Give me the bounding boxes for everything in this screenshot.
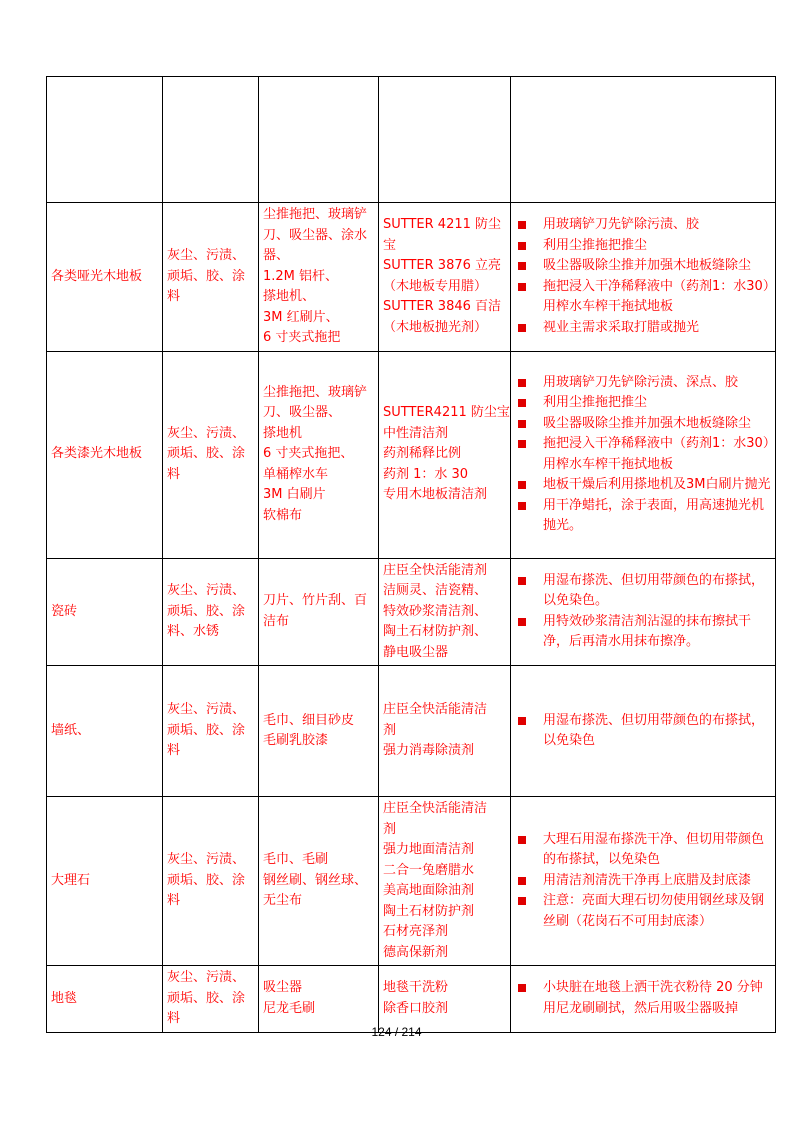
dirt-cell [163, 797, 259, 966]
dirt-line: 料 [167, 893, 181, 909]
tools-line: 吸尘器 [263, 980, 303, 996]
step-item [515, 373, 771, 394]
page-number: 124 / 214 [371, 1025, 422, 1039]
agents-line: 除香口胶剂 [383, 1000, 449, 1016]
dirt-line: 料、水锈 [167, 624, 220, 639]
surface-cell: 地毯 [47, 966, 163, 1033]
dirt-line: 顽垢、胶、涂 [167, 990, 246, 1006]
tools-line: 6 寸夹式拖把、 [263, 446, 354, 462]
cleaning-table [46, 76, 776, 1033]
agents-line: 二合一兔磨腊水 [383, 862, 475, 878]
agents-line: 专用木地板清洁剂 [383, 487, 488, 503]
step-item [515, 711, 771, 752]
step-text: 用特效砂浆清洁剂沾湿的抹布擦拭干净，后再清水用抹布擦净。 [543, 613, 752, 650]
agents-line: 宝 [383, 237, 397, 253]
agents-line: 庄臣全快活能清剂 [383, 562, 488, 578]
agents-cell [379, 351, 511, 558]
step-text: 小块脏在地毯上洒干洗衣粉待 20 分钟用尼龙刷刷拭，然后用吸尘器吸掉 [543, 980, 763, 1016]
tools-line: 搽地机、 [263, 289, 316, 304]
blank-cell [163, 77, 259, 203]
step-text: 视业主需求采取打腊或抛光 [543, 319, 700, 335]
step-item [515, 318, 771, 339]
step-item [515, 414, 771, 435]
step-item [515, 277, 771, 318]
surface-cell: 墙纸、 [47, 666, 163, 797]
steps-cell [511, 797, 776, 966]
step-text: 用干净蜡托，涂于表面，用高速抛光机抛光。 [543, 497, 765, 533]
step-text: 用玻璃铲刀先铲除污渍、胶 [543, 217, 700, 233]
surface-cell: 各类漆光木地板 [47, 351, 163, 558]
tools-line: 无尘布 [263, 893, 303, 909]
surface-cell: 瓷砖 [47, 558, 163, 666]
agents-cell [379, 666, 511, 797]
dirt-line: 灰尘、污渍、 [167, 702, 246, 718]
step-item [515, 496, 771, 537]
table-row-blank [47, 77, 776, 203]
square-bullet-icon [518, 324, 526, 332]
table-row [47, 666, 776, 797]
table-row [47, 966, 776, 1033]
tools-line: 搽地机 [263, 425, 303, 441]
dirt-line: 灰尘、污渍、 [167, 583, 246, 598]
step-text: 利用尘推拖把推尘 [543, 237, 648, 253]
square-bullet-icon [518, 399, 526, 407]
tools-line: 1.2M 铝杆、 [263, 268, 339, 284]
table-row [47, 558, 776, 666]
dirt-cell [163, 351, 259, 558]
step-text: 用湿布搽洗、但切用带颜色的布搽拭，以免染色 [543, 712, 765, 748]
square-bullet-icon [518, 877, 526, 885]
surface-cell: 各类哑光木地板 [47, 203, 163, 352]
steps-cell [511, 666, 776, 797]
square-bullet-icon [518, 420, 526, 428]
step-item [515, 434, 771, 475]
agents-line: SUTTER 3876 立亮 [383, 258, 502, 274]
dirt-cell [163, 666, 259, 797]
dirt-line: 灰尘、污渍、 [167, 425, 246, 441]
agents-line: 强力地面清洁剂 [383, 842, 475, 857]
table-row [47, 351, 776, 558]
agents-line: 石材亮泽剂 [383, 924, 449, 939]
dirt-line: 顽垢、胶、涂 [167, 872, 246, 888]
agents-line: 陶土石材防护剂 [383, 903, 475, 919]
agents-line: 德高保新剂 [383, 944, 449, 960]
agents-line: 特效砂浆清洁剂、 [383, 603, 488, 619]
square-bullet-icon [518, 440, 526, 448]
square-bullet-icon [518, 221, 526, 229]
tools-line: 器、 [263, 248, 290, 263]
agents-line: 药剂稀释比例 [383, 446, 462, 462]
tools-cell [259, 966, 379, 1033]
tools-cell [259, 203, 379, 352]
dirt-line: 料 [167, 1011, 181, 1026]
agents-line: 静电吸尘器 [383, 644, 449, 660]
square-bullet-icon [518, 379, 526, 387]
tools-line: 6 寸夹式拖把 [263, 330, 341, 345]
blank-cell [379, 77, 511, 203]
agents-line: 剂 [383, 821, 397, 837]
agents-cell [379, 203, 511, 352]
step-item [515, 871, 771, 892]
tools-line: 毛巾、细目砂皮 [263, 712, 355, 728]
step-item [515, 978, 771, 1019]
tools-line: 洁布 [263, 613, 290, 629]
tools-line: 软棉布 [263, 507, 303, 523]
tools-line: 刀、吸尘器、涂水 [263, 227, 368, 243]
step-text: 用清洁剂清洗干净再上底腊及封底漆 [543, 872, 752, 888]
agents-line: 地毯干洗粉 [383, 980, 449, 996]
step-item [515, 256, 771, 277]
agents-line: （木地板抛光剂） [383, 319, 488, 335]
agents-line: （木地板专用腊） [383, 278, 488, 294]
dirt-cell [163, 203, 259, 352]
agents-line: 中性清洁剂 [383, 425, 449, 441]
square-bullet-icon [518, 717, 526, 725]
dirt-line: 灰尘、污渍、 [167, 248, 246, 263]
square-bullet-icon [518, 897, 526, 905]
dirt-line: 料 [167, 743, 181, 759]
square-bullet-icon [518, 283, 526, 291]
blank-cell [511, 77, 776, 203]
agents-cell [379, 558, 511, 666]
step-item [515, 891, 771, 932]
step-text: 注意：亮面大理石切勿使用钢丝球及钢丝刷（花岗石不可用封底漆） [543, 893, 765, 929]
step-item [515, 612, 771, 653]
square-bullet-icon [518, 618, 526, 626]
agents-line: SUTTER4211 防尘宝 [383, 405, 510, 421]
step-item [515, 475, 771, 496]
blank-cell [47, 77, 163, 203]
square-bullet-icon [518, 836, 526, 844]
agents-line: SUTTER 4211 防尘 [383, 217, 502, 233]
agents-line: 强力消毒除渍剂 [383, 743, 475, 759]
agents-line: 洁厕灵、洁瓷精、 [383, 583, 488, 598]
square-bullet-icon [518, 242, 526, 250]
agents-cell [379, 797, 511, 966]
steps-cell [511, 203, 776, 352]
agents-line: SUTTER 3846 百洁 [383, 299, 502, 315]
tools-line: 毛巾、毛刷 [263, 852, 329, 868]
dirt-line: 顽垢、胶、涂 [167, 722, 246, 738]
dirt-line: 料 [167, 289, 181, 304]
tools-line: 3M 白刷片 [263, 487, 326, 503]
agents-cell [379, 966, 511, 1033]
square-bullet-icon [518, 481, 526, 489]
blank-cell [259, 77, 379, 203]
agents-line: 剂 [383, 722, 397, 738]
surface-cell: 大理石 [47, 797, 163, 966]
step-item [515, 215, 771, 236]
agents-line: 药剂 1：水 30 [383, 466, 469, 482]
steps-cell [511, 351, 776, 558]
step-text: 用玻璃铲刀先铲除污渍、深点、胶 [543, 374, 739, 390]
tools-line: 尼龙毛刷 [263, 1000, 316, 1016]
step-text: 吸尘器吸除尘推并加强木地板缝除尘 [543, 258, 752, 274]
tools-line: 单桶榨水车 [263, 466, 329, 482]
dirt-line: 灰尘、污渍、 [167, 970, 246, 985]
step-item [515, 393, 771, 414]
table-row [47, 203, 776, 352]
agents-line: 陶土石材防护剂、 [383, 624, 488, 639]
step-text: 用湿布搽洗、但切用带颜色的布搽拭，以免染色。 [543, 572, 765, 609]
agents-line: 庄臣全快活能清洁 [383, 801, 488, 816]
step-text: 大理石用湿布搽洗干净、但切用带颜色的布搽拭，以免染色 [543, 831, 765, 868]
tools-line: 3M 红刷片、 [263, 309, 339, 325]
tools-cell [259, 666, 379, 797]
step-text: 利用尘推拖把推尘 [543, 395, 648, 410]
dirt-line: 灰尘、污渍、 [167, 852, 246, 868]
tools-line: 刀、吸尘器、 [263, 405, 342, 421]
table-row [47, 797, 776, 966]
step-item [515, 830, 771, 871]
tools-cell [259, 351, 379, 558]
step-text: 地板干燥后利用搽地机及3M白刷片抛光 [543, 477, 771, 492]
step-text: 拖把浸入干净稀释液中（药剂1：水30）用榨水车榨干拖拭地板 [543, 436, 770, 472]
tools-line: 刀片、竹片刮、百 [263, 593, 368, 609]
tools-line: 钢丝刷、钢丝球、 [263, 872, 368, 888]
dirt-cell [163, 966, 259, 1033]
dirt-line: 料 [167, 466, 181, 482]
step-item [515, 571, 771, 612]
step-text: 吸尘器吸除尘推并加强木地板缝除尘 [543, 415, 752, 431]
dirt-line: 顽垢、胶、涂 [167, 603, 246, 619]
tools-line: 尘推拖把、玻璃铲 [263, 384, 368, 400]
steps-cell [511, 558, 776, 666]
tools-line: 尘推拖把、玻璃铲 [263, 207, 368, 222]
step-text: 拖把浸入干净稀释液中（药剂1：水30）用榨水车榨干拖拭地板 [543, 278, 770, 315]
agents-line: 美高地面除油剂 [383, 883, 475, 898]
square-bullet-icon [518, 262, 526, 270]
square-bullet-icon [518, 577, 526, 585]
step-item [515, 236, 771, 257]
agents-line: 庄臣全快活能清洁 [383, 702, 488, 718]
dirt-cell [163, 558, 259, 666]
square-bullet-icon [518, 984, 526, 992]
tools-line: 毛刷乳胶漆 [263, 733, 329, 748]
steps-cell [511, 966, 776, 1033]
dirt-line: 顽垢、胶、涂 [167, 446, 246, 462]
dirt-line: 顽垢、胶、涂 [167, 268, 246, 284]
tools-cell [259, 797, 379, 966]
square-bullet-icon [518, 502, 526, 510]
tools-cell [259, 558, 379, 666]
